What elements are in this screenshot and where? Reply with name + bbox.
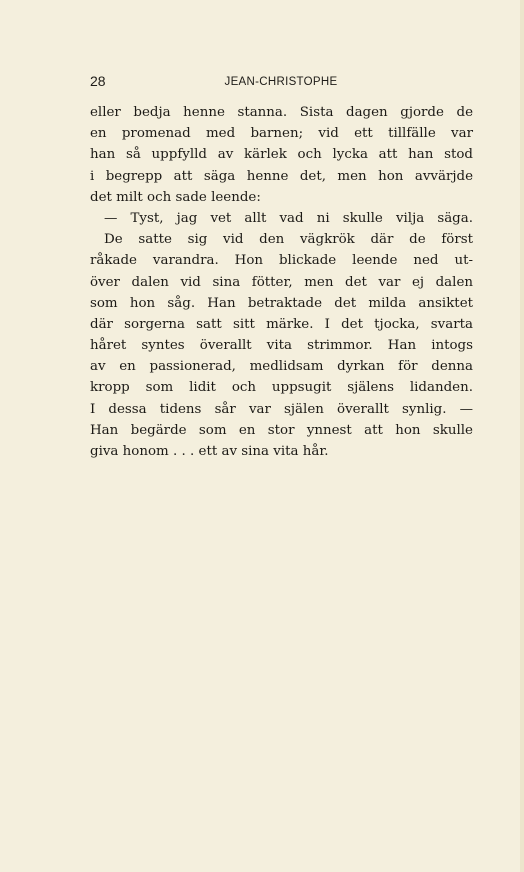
text-line: råkade varandra. Hon blickade leende ned ut- [90, 253, 473, 269]
running-title: JEAN-CHRISTOPHE [224, 76, 338, 88]
text-line: över dalen vid sina fötter, men det var ej dalen [90, 274, 473, 290]
text-line: — Tyst, jag vet allt vad ni skulle vilja säga. [104, 210, 473, 226]
text-line: i begrepp att säga henne det, men hon avvärjde [90, 168, 473, 184]
text-line: I dessa tidens sår var själen överallt synlig. — [90, 401, 473, 417]
text-line: Han begärde som en stor ynnest att hon skulle [90, 422, 473, 438]
text-line: det milt och sade leende: [90, 189, 261, 205]
text-line: håret syntes överallt vita strimmor. Han intogs [90, 338, 473, 354]
text-line: kropp som lidit och uppsugit själens lidanden. [90, 380, 473, 396]
text-line: eller bedja henne stanna. Sista dagen gjorde de [90, 105, 473, 120]
text-line: som hon såg. Han betraktade det milda ansiktet [90, 295, 473, 311]
text-line: där sorgerna satt sitt märke. I det tjocka, svarta [90, 316, 473, 332]
body-text [90, 102, 473, 462]
page-number: 28 [90, 73, 106, 89]
text-line: De satte sig vid den vägkrök där de först [104, 232, 473, 248]
page-header [90, 72, 472, 92]
text-line: en promenad med barnen; vid ett tillfälle var [90, 126, 473, 142]
text-line: giva honom . . . ett av sina vita hår. [90, 444, 329, 459]
text-line: han så uppfylld av kärlek och lycka att han stod [90, 147, 473, 163]
page-edge [520, 0, 524, 872]
text-line: av en passionerad, medlidsam dyrkan för denna [90, 359, 473, 375]
